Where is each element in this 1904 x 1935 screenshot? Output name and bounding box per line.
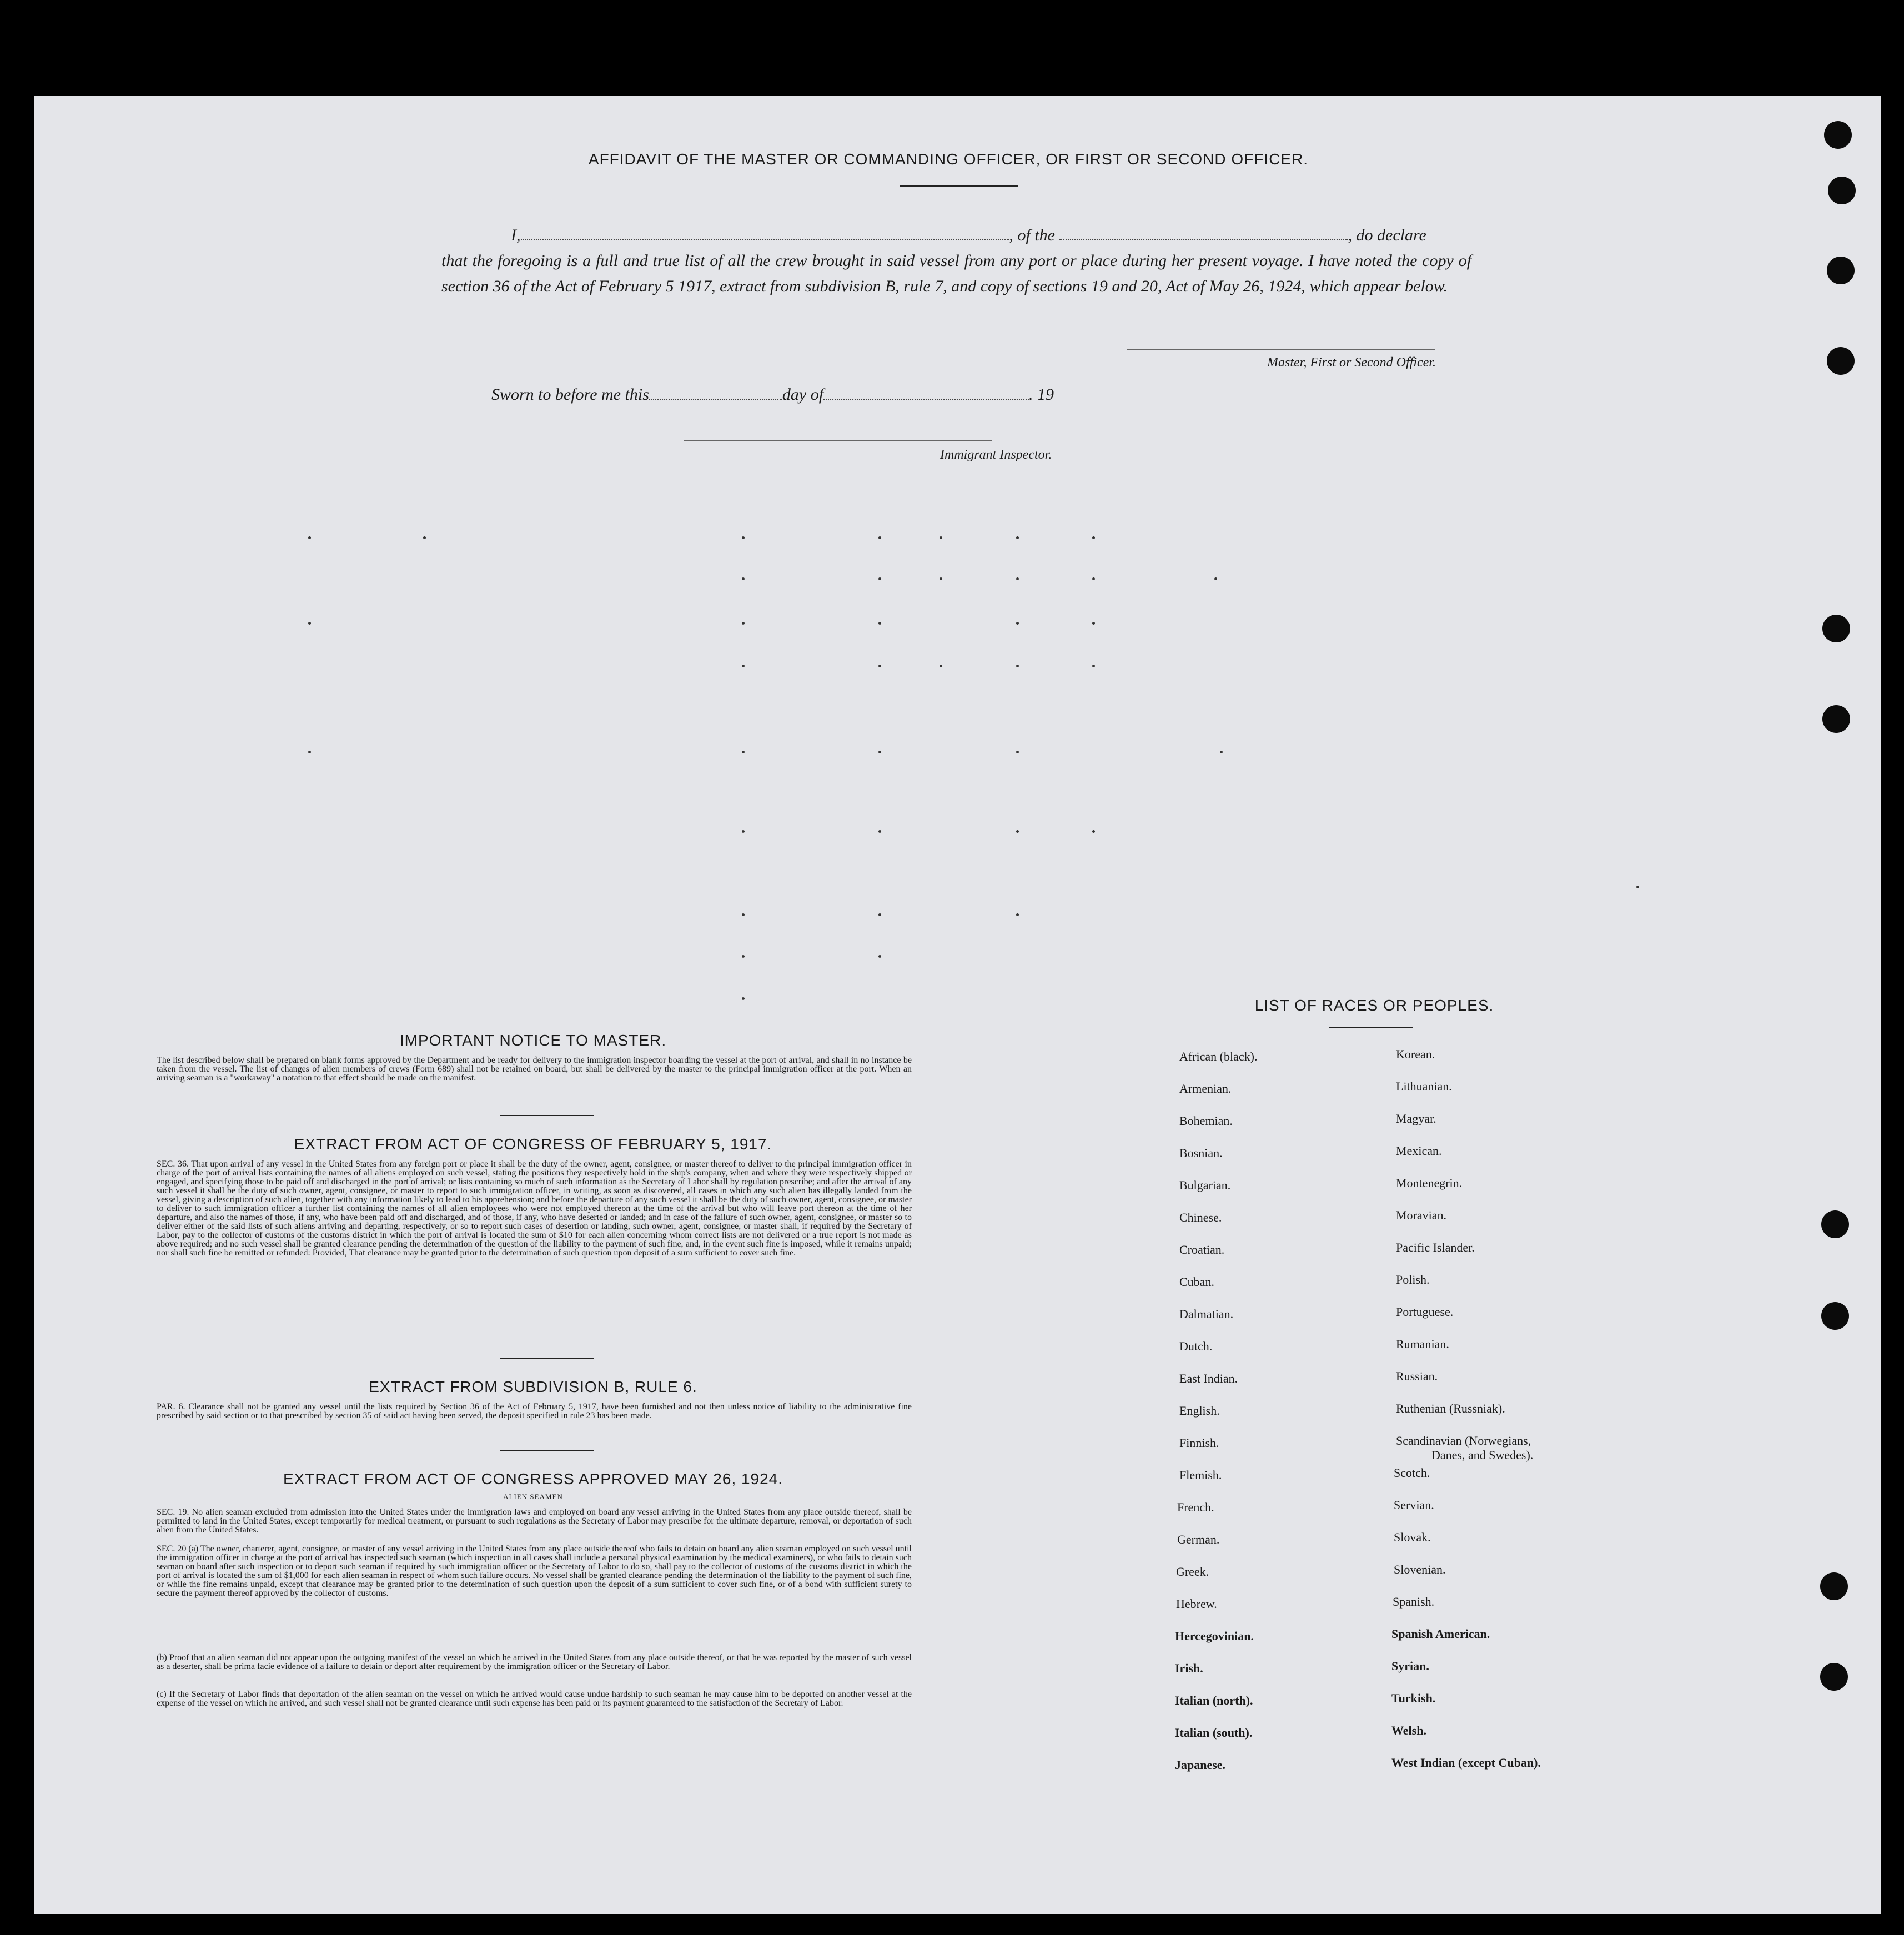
column-dot [1016,577,1019,580]
race-right: Ruthenian (Russniak). [1396,1401,1505,1415]
race-right: Scandinavian (Norwegians, [1396,1434,1531,1448]
binder-hole [1821,1302,1849,1330]
race-right: Montenegrin. [1396,1176,1463,1190]
name-blank[interactable] [521,228,1009,240]
notice-text: The list described below shall be prepared on blank forms approved by the Department and be ready for delivery to the immigration inspector boarding the vessel at the port of arrival, and shall in no instance be taken from the vessel. The list of changes of alien members of crews (Form 689) shall not be retained on board, but shall be delivered by the master to the principal immigration officer at the port. When an arriving seaman is a "workaway" a notation to that effect should be made on the manifest. [157,1056,912,1083]
race-right: Moravian. [1396,1208,1447,1222]
race-left: Hebrew. [1176,1597,1217,1611]
column-dot [1214,577,1217,580]
race-left: Flemish. [1179,1468,1222,1482]
column-dot [878,913,881,916]
race-right: Danes, and Swedes). [1431,1448,1534,1462]
binder-hole [1828,177,1856,204]
column-dot [940,536,942,539]
race-right: Turkish. [1391,1691,1436,1705]
column-dot [878,830,881,833]
binder-hole [1827,257,1855,284]
race-left: Greek. [1176,1565,1209,1579]
extract-1924-sec19: SEC. 19. No alien seaman excluded from admission into the United States under the immigration laws and employed on board any vessel arriving in the United States from any place outside thereof, shall be permitted to land in the United States, except temporarily for medical treatment, or pursuant to such regulations as the Secretary of Labor may prescribe for the ultimate departure, removal, or deportation of such alien from the United States. [157,1507,912,1535]
race-left: Dalmatian. [1179,1307,1234,1321]
column-dot [878,665,881,667]
sworn-year: . 19 [1029,385,1054,404]
divider [500,1115,594,1116]
race-right: Slovenian. [1394,1562,1446,1576]
rule6-title: EXTRACT FROM SUBDIVISION B, RULE 6. [369,1378,697,1395]
column-dot [742,830,745,833]
race-left: African (black). [1179,1049,1258,1063]
column-dot [1092,577,1095,580]
race-left: Bosnian. [1179,1146,1223,1160]
column-dot [940,665,942,667]
race-right: Korean. [1396,1047,1435,1061]
binder-hole [1822,705,1850,733]
race-left: Finnish. [1179,1436,1219,1450]
races-title: LIST OF RACES OR PEOPLES. [1254,997,1494,1014]
race-right: Slovak. [1394,1530,1431,1544]
race-right: Portuguese. [1396,1305,1454,1319]
binder-hole [1822,615,1850,642]
column-dot [878,955,881,958]
column-dot [742,997,745,1000]
sworn-start: Sworn to before me this [491,385,649,404]
column-dot [423,536,426,539]
race-left: German. [1177,1532,1220,1546]
extract-1917-text: SEC. 36. That upon arrival of any vessel in the United States from any foreign port or place it shall be the duty of the owner, agent, consignee, or master thereof to deliver to the principal immigration officer in charge of the port of arrival lists containing the names of all aliens employed on such vessel, stating the positions they respectively hold in the ship's company, when and where they were respectively shipped or engaged, and specifying those to be paid off and discharged in the port of arrival; or lists containing so much of such information as the Secretary of Labor shall by regulation prescribe; and after the arrival of any such vessel it shall be the duty of such owner, agent, consignee, or master to report to such immigration officer, in writing, as soon as discovered, all cases in which any such alien has illegally landed from the vessel, giving a description of such alien, together with any information likely to lead to his apprehension; and before the departure of any such vessel it shall be the duty of such owner, agent, consignee, or master to deliver to such immigration officer a further list containing the names of all alien employees who were not employed thereon at the time of the arrival but who will leave port thereon at the time of her departure, and also the names of those, if any, who have been paid off and discharged, and of those, if any, who have deserted or landed; and in case of the failure of such owner, agent, consignee, or master so to deliver either of the said lists of such aliens arriving and departing, respectively, or so to report such cases of desertion or landing, such owner, agent, consignee, or master shall, if required by the Secretary of Labor, pay to the collector of customs of the customs district in which the port of arrival is located the sum of $10 for each alien concerning whom correct lists are not delivered or a true report is not made as above required; and no such vessel shall be granted clearance pending the determination of the question of the liability to the payment of such fine, and, in the event such fine is imposed, while it remains unpaid; nor shall such fine be remitted or refunded: Provided, That clearance may be granted prior to the determination of such question upon deposit of a sum sufficient to cover such fine. [157,1159,912,1258]
race-left: French. [1177,1500,1214,1514]
column-dot [308,751,311,753]
race-right: Scotch. [1394,1466,1430,1480]
column-dot [1092,536,1095,539]
extract-1917-title: EXTRACT FROM ACT OF CONGRESS OF FEBRUARY 5, 1917. [294,1135,772,1153]
title-underline [900,185,1018,187]
binder-hole [1821,1210,1849,1238]
binder-hole [1827,347,1855,375]
rule6-text: PAR. 6. Clearance shall not be granted any vessel until the lists required by Section 36 of the Act of February 5, 1917, have been furnished and not then unless notice of liability to the administrative fine prescribed by said section or to that prescribed by section 35 of said act having been served, the deposit specified in rule 23 has been made. [157,1402,912,1420]
column-dot [878,577,881,580]
binder-hole [1820,1663,1848,1691]
form-sheet [34,96,1881,1914]
column-dot [1016,913,1019,916]
column-dot [1092,665,1095,667]
officer-caption: Master, First or Second Officer. [1267,355,1436,370]
divider [500,1358,594,1359]
column-dot [742,536,745,539]
races-title-underline [1329,1027,1413,1028]
binder-hole [1824,121,1852,149]
column-dot [1016,665,1019,667]
race-left: Croatian. [1179,1243,1225,1257]
day-blank[interactable] [649,388,782,400]
affidavit-title: AFFIDAVIT OF THE MASTER OR COMMANDING OFFICER, OR FIRST OR SECOND OFFICER. [588,150,1309,168]
race-right: Polish. [1396,1273,1430,1286]
race-right: Syrian. [1391,1659,1429,1673]
declare-start: I, [511,226,521,244]
inspector-signature-line[interactable] [684,440,992,441]
race-right: Mexican. [1396,1144,1442,1158]
race-left: Bulgarian. [1179,1178,1231,1192]
sworn-line [491,385,1054,404]
race-left: East Indian. [1179,1371,1238,1385]
column-dot [1220,751,1223,753]
column-dot [878,751,881,753]
race-right: West Indian (except Cuban). [1391,1756,1541,1770]
race-left: Armenian. [1179,1082,1232,1095]
affidavit-statement: that the foregoing is a full and true list of all the crew brought in said vessel from any port or place during her present voyage. I have noted the copy of section 36 of the Act of February 5 1917, extract from subdivision B, rule 7, and copy of sections 19 and 20, Act of May 26, 1924, which appear below. [441,252,1471,295]
extract-1924-title: EXTRACT FROM ACT OF CONGRESS APPROVED MAY 26, 1924. [283,1470,783,1487]
race-right: Welsh. [1391,1723,1426,1737]
race-right: Rumanian. [1396,1337,1449,1351]
race-left: Irish. [1175,1661,1203,1675]
race-left: Cuban. [1179,1275,1214,1289]
extract-1924-sec20a: SEC. 20 (a) The owner, charterer, agent, consignee, or master of any vessel arriving in the United States from any place outside thereof who fails to detain on board any alien seaman employed on such vessel until the immigration officer in charge at the port of arrival has inspected such seaman (which inspection in all cases shall include a personal physical examination by the medical examiners), or who fails to detain such seaman on board after such inspection or to deport such seaman if required by such immigration officer or the Secretary of Labor to do so, shall pay to the collector of customs of the customs district in which the port of arrival is located the sum of $1,000 for each alien seaman in respect of whom such failure occurs. No vessel shall be granted clearance pending the determination of the liability to the payment of such fine, or while the fine remains unpaid, except that clearance may be granted prior to the determination of such question upon the deposit of a sum sufficient to cover such fine, or of a bond with sufficient surety to secure the payment thereof approved by the collector of customs. [157,1544,912,1598]
sworn-day: day of [782,385,824,404]
race-right: Lithuanian. [1396,1079,1452,1093]
race-right: Servian. [1394,1498,1434,1512]
month-blank[interactable] [823,388,1029,400]
race-left: Japanese. [1175,1758,1226,1772]
divider [500,1450,594,1451]
column-dot [742,751,745,753]
extract-1924-sec20c: (c) If the Secretary of Labor finds that deportation of the alien seaman on the vessel on which he arrived would cause undue hardship to such seaman he may cause him to be deported on another vessel at the expense of the vessel on which he arrived, and such vessel shall not be granted clearance until such expense has been paid or its payment guaranteed to the satisfaction of the Secretary of Labor. [157,1690,912,1708]
column-dot [940,577,942,580]
notice-title: IMPORTANT NOTICE TO MASTER. [399,1032,667,1049]
column-dot [1016,622,1019,625]
race-left: Dutch. [1179,1339,1213,1353]
column-dot [742,665,745,667]
column-dot [878,622,881,625]
race-right: Russian. [1396,1369,1438,1383]
race-left: Italian (south). [1175,1726,1253,1740]
column-dot [1016,830,1019,833]
officer-signature-line[interactable] [1127,349,1435,350]
alien-seamen-subtitle: ALIEN SEAMEN [503,1492,563,1501]
race-right: Spanish American. [1391,1627,1490,1641]
column-dot [1092,830,1095,833]
race-left: Chinese. [1179,1210,1222,1224]
race-left: Italian (north). [1175,1693,1253,1707]
vessel-blank[interactable] [1059,228,1348,240]
inspector-caption: Immigrant Inspector. [940,448,1052,462]
column-dot [308,536,311,539]
column-dot [878,536,881,539]
column-dot [308,622,311,625]
race-left: English. [1179,1404,1220,1418]
column-dot [1092,622,1095,625]
column-dot [742,913,745,916]
declare-end: , do declare [1348,226,1426,244]
race-left: Bohemian. [1179,1114,1233,1128]
column-dot [742,577,745,580]
binder-hole [1820,1572,1848,1600]
race-left: Hercegovinian. [1175,1629,1254,1643]
race-right: Pacific Islander. [1396,1240,1475,1254]
extract-1924-sec20b: (b) Proof that an alien seaman did not appear upon the outgoing manifest of the vessel on which he arrived in the United States from any place outside thereof, or that he was reported by the master of such vessel as a deserter, shall be prima facie evidence of a failure to detain or deport after requirement by the immigration officer or the Secretary of Labor. [157,1653,912,1671]
race-right: Magyar. [1396,1112,1436,1125]
declare-of: , of the [1009,226,1055,244]
column-dot [1016,751,1019,753]
column-dot [1636,886,1639,888]
column-dot [1016,536,1019,539]
race-right: Spanish. [1393,1595,1435,1609]
column-dot [742,955,745,958]
declaration-line [511,226,1426,245]
column-dot [742,622,745,625]
